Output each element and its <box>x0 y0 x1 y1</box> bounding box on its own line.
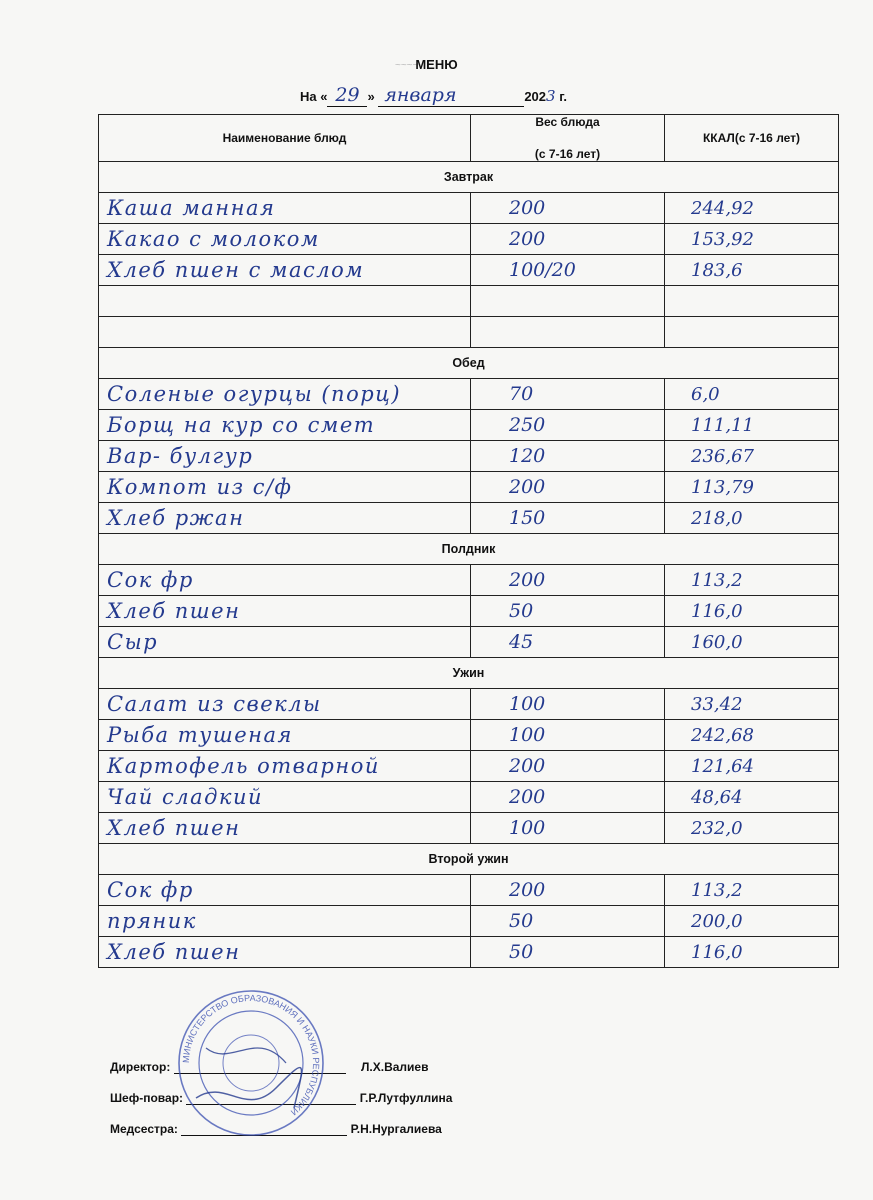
dish-name: Сок фр <box>99 565 471 596</box>
dish-weight: 100 <box>471 720 665 751</box>
header-weight-sub: (с 7-16 лет) <box>534 147 601 161</box>
dish-kcal: 6,0 <box>665 379 839 410</box>
dish-kcal: 116,0 <box>665 596 839 627</box>
dish-name: Сок фр <box>99 875 471 906</box>
dish-kcal: 183,6 <box>665 255 839 286</box>
dish-weight: 50 <box>471 596 665 627</box>
dish-name: Картофель отварной <box>99 751 471 782</box>
dish-weight: 200 <box>471 875 665 906</box>
table-row <box>99 751 839 782</box>
section-title: Второй ужин <box>99 844 839 875</box>
dish-name: Хлеб пшен с маслом <box>99 255 471 286</box>
table-row <box>99 906 839 937</box>
table-row <box>99 472 839 503</box>
date-year-prefix: 202 <box>524 89 547 104</box>
menu-table <box>98 114 839 968</box>
table-row <box>99 410 839 441</box>
date-suffix: г. <box>559 89 567 104</box>
dish-weight: 120 <box>471 441 665 472</box>
section-row <box>99 534 839 565</box>
dish-name: Хлеб пшен <box>99 937 471 968</box>
dish-name <box>99 317 471 348</box>
signature-role: Медсестра: <box>110 1122 178 1136</box>
dish-weight: 200 <box>471 224 665 255</box>
dish-name: Какао с молоком <box>99 224 471 255</box>
signature-role: Директор: <box>110 1060 171 1074</box>
section-title: Ужин <box>99 658 839 689</box>
signature-name: Л.Х.Валиев <box>361 1060 429 1074</box>
dish-name: пряник <box>99 906 471 937</box>
dish-weight: 70 <box>471 379 665 410</box>
dish-name: Рыба тушеная <box>99 720 471 751</box>
dish-kcal: 153,92 <box>665 224 839 255</box>
section-row <box>99 162 839 193</box>
dish-kcal: 116,0 <box>665 937 839 968</box>
dish-name <box>99 286 471 317</box>
signature-name: Г.Р.Лутфуллина <box>359 1091 453 1105</box>
table-row <box>99 565 839 596</box>
date-year-last: 3 <box>546 87 556 105</box>
dish-weight: 250 <box>471 410 665 441</box>
section-title: Полдник <box>99 534 839 565</box>
dish-name: Вар- булгур <box>99 441 471 472</box>
dish-name: Соленые огурцы (порц) <box>99 379 471 410</box>
date-line <box>300 84 567 107</box>
dish-name: Хлеб пшен <box>99 596 471 627</box>
table-row <box>99 782 839 813</box>
dish-weight: 150 <box>471 503 665 534</box>
section-title: Завтрак <box>99 162 839 193</box>
dish-kcal: 111,11 <box>665 410 839 441</box>
section-title: Обед <box>99 348 839 379</box>
dish-kcal: 48,64 <box>665 782 839 813</box>
table-row <box>99 813 839 844</box>
dish-kcal: 113,79 <box>665 472 839 503</box>
dish-weight <box>471 317 665 348</box>
dish-weight: 45 <box>471 627 665 658</box>
table-row <box>99 720 839 751</box>
dish-kcal: 218,0 <box>665 503 839 534</box>
table-row <box>99 937 839 968</box>
dish-weight: 50 <box>471 906 665 937</box>
dish-name: Сыр <box>99 627 471 658</box>
dish-weight: 100 <box>471 689 665 720</box>
date-day: 29 <box>335 84 360 106</box>
table-row <box>99 441 839 472</box>
dish-kcal: 113,2 <box>665 565 839 596</box>
dish-kcal: 242,68 <box>665 720 839 751</box>
dish-name: Хлеб пшен <box>99 813 471 844</box>
dish-name: Компот из с/ф <box>99 472 471 503</box>
section-row <box>99 844 839 875</box>
section-row <box>99 658 839 689</box>
dish-name: Чай сладкий <box>99 782 471 813</box>
header-weight <box>471 115 665 162</box>
dish-weight: 200 <box>471 565 665 596</box>
table-row <box>99 627 839 658</box>
dish-kcal: 121,64 <box>665 751 839 782</box>
dish-weight: 50 <box>471 937 665 968</box>
dish-kcal: 113,2 <box>665 875 839 906</box>
dish-weight: 200 <box>471 472 665 503</box>
header-kcal: ККАЛ(с 7-16 лет) <box>665 115 839 162</box>
date-month: января <box>384 84 457 106</box>
header-weight-label: Вес блюда <box>535 115 600 129</box>
dish-weight: 100/20 <box>471 255 665 286</box>
header-name: Наименование блюд <box>99 115 471 162</box>
date-prefix: На « <box>300 89 328 104</box>
dish-kcal <box>665 317 839 348</box>
stamp-text: МИНИСТЕРСТВО ОБРАЗОВАНИЯ И НАУКИ РЕСПУБЛИКИ <box>180 992 322 1118</box>
official-stamp <box>176 988 326 1138</box>
dish-name: Борщ на кур со смет <box>99 410 471 441</box>
table-row <box>99 875 839 906</box>
table-row <box>99 503 839 534</box>
dish-kcal <box>665 286 839 317</box>
dish-kcal: 236,67 <box>665 441 839 472</box>
table-row <box>99 286 839 317</box>
table-row <box>99 379 839 410</box>
dish-kcal: 200,0 <box>665 906 839 937</box>
table-header-row <box>99 115 839 162</box>
table-row <box>99 193 839 224</box>
dish-kcal: 33,42 <box>665 689 839 720</box>
dish-weight: 200 <box>471 751 665 782</box>
table-row <box>99 689 839 720</box>
section-row <box>99 348 839 379</box>
dish-kcal: 232,0 <box>665 813 839 844</box>
dish-weight <box>471 286 665 317</box>
show-through-text: ~~~~ <box>395 60 419 71</box>
table-row <box>99 255 839 286</box>
dish-kcal: 160,0 <box>665 627 839 658</box>
table-row <box>99 596 839 627</box>
dish-name: Каша манная <box>99 193 471 224</box>
dish-name: Хлеб ржан <box>99 503 471 534</box>
table-row <box>99 224 839 255</box>
date-sep: » <box>367 89 375 104</box>
dish-name: Салат из свеклы <box>99 689 471 720</box>
signature-name: Р.Н.Нургалиева <box>350 1122 442 1136</box>
signature-role: Шеф-повар: <box>110 1091 184 1105</box>
dish-kcal: 244,92 <box>665 193 839 224</box>
page-title: МЕНЮ <box>415 57 458 72</box>
dish-weight: 100 <box>471 813 665 844</box>
dish-weight: 200 <box>471 782 665 813</box>
dish-weight: 200 <box>471 193 665 224</box>
table-row <box>99 317 839 348</box>
